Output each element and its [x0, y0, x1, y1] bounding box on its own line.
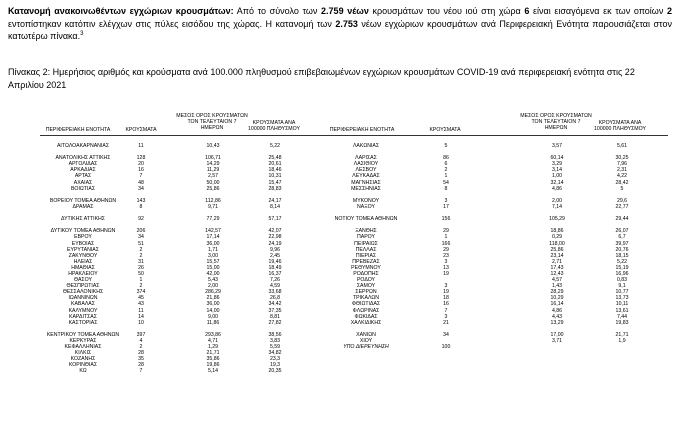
table-cell: 34: [138, 234, 144, 241]
table-cell: ΘΕΣΣΑΛΟΝΙΚΗΣ: [62, 289, 104, 296]
intro-text: είναι εισαγόμενα: [529, 6, 600, 16]
table-cell: 21: [443, 319, 449, 326]
table-cell: 50: [138, 270, 144, 277]
table-cell: 1,00: [551, 173, 563, 180]
table-cell: 16,96: [615, 270, 629, 277]
table-cell: 4,59: [269, 283, 281, 290]
table-cell: 2,00: [551, 197, 563, 204]
table-cell: ΠΙΕΡΙΑΣ: [355, 252, 377, 259]
intro-total-new: 2.759 νέων: [321, 6, 369, 16]
table-cell: 28,42: [615, 179, 629, 186]
table-cell: 2: [139, 283, 143, 290]
table-cell: 25,48: [268, 155, 282, 162]
table-cell: ΡΟΔΟΥ: [356, 277, 376, 284]
table-cell: 143: [136, 197, 146, 204]
table-cell: 50,00: [206, 179, 220, 186]
table-cell: 18,49: [268, 264, 282, 271]
table-cell: 30,25: [615, 155, 629, 162]
table-cell: 13,61: [615, 307, 629, 314]
header-avg7-right: ΜΕΣΟΣ ΟΡΟΣ ΚΡΟΥΣΜΑΤΩΝ ΤΟΝ ΤΕΛΕΥΤΑΙΟΝ 7 ΗΜΕΡΩΝ: [520, 113, 592, 131]
intro-text: Περιφερειακή Ενότητα παρουσιάζεται στον κατωτέρω πίνακα.: [8, 18, 672, 42]
table-cell: 28,83: [268, 185, 282, 192]
table-cell: 29: [443, 228, 449, 235]
table-cell: [607, 368, 637, 374]
table-cell: ΚΑΛΥΜΝΟΥ: [68, 307, 98, 314]
table-cell: 6,7: [618, 234, 626, 241]
table-cell: 27,82: [268, 319, 282, 326]
table-cell: 4,43: [551, 313, 563, 320]
table-cell: 15,57: [206, 258, 220, 265]
table-cell: 100: [441, 344, 451, 351]
table-cell: 3,00: [207, 252, 219, 259]
table-cell: 14,29: [206, 161, 220, 168]
table-cell: 10,43: [206, 143, 220, 149]
table-cell: 14,00: [206, 307, 220, 314]
table-cell: ΤΡΙΚΑΛΩΝ: [352, 295, 380, 302]
table-cell: 19,46: [268, 258, 282, 265]
table-cell: ΛΑΡΙΣΑΣ: [355, 155, 377, 162]
table-cell: 12,43: [550, 270, 564, 277]
table-cell: 10,77: [615, 289, 629, 296]
table-cell: 21,71: [206, 350, 220, 357]
table-cell: 11,86: [206, 319, 220, 326]
intro-text: Από το σύνολο των: [233, 6, 322, 16]
table-cell: 19,86: [206, 362, 220, 369]
table-cell: 9,1: [618, 283, 626, 290]
table-cell: 17,00: [550, 331, 564, 338]
right-cases-column: [434, 143, 458, 375]
table-cell: ΛΕΣΒΟΥ: [355, 167, 377, 174]
table-cell: 86: [443, 155, 449, 162]
table-cell: 18,86: [550, 228, 564, 235]
table-cell: 1: [139, 277, 143, 284]
table-cell: 2: [139, 344, 143, 351]
table-cell: 35,86: [206, 356, 220, 363]
table-cell: 16: [138, 167, 144, 174]
table-cell: 15,00: [206, 264, 220, 271]
table-cell: 54: [443, 179, 449, 186]
table-cell: 8: [139, 203, 143, 210]
intro-title: Κατανομή ανακοινωθέντων εγχώριων κρουσμάτων:: [8, 6, 234, 16]
table-cell: 38,56: [268, 331, 282, 338]
table-cell: 112,86: [205, 197, 221, 204]
table-cell: ΜΕΣΣΗΝΙΑΣ: [351, 185, 381, 192]
table-cell: 77,29: [206, 216, 220, 223]
table-cell: ΝΟΤΙΟΥ ΤΟΜΕΑ ΑΘΗΝΩΝ: [334, 216, 398, 223]
table-cell: 23,3: [269, 356, 281, 363]
table-cell: 14: [138, 313, 144, 320]
table-cell: 26,07: [615, 228, 629, 235]
table-cell: 7,96: [616, 161, 628, 168]
table-cell: 18: [443, 295, 449, 302]
table-cell: 28: [138, 350, 144, 357]
table-cell: 22,77: [615, 203, 629, 210]
table-cell: ΑΡΚΑΔΙΑΣ: [70, 167, 96, 174]
table-caption: Πίνακας 2: Ημερήσιος αριθμός και κρούσματα ανά 100.000 πληθυσμού επιβεβαιωμένων εγχώριων κρουσμάτων COVID-19 ανά περιφερειακή ενότητα στις 22 Απριλίου 2021: [8, 67, 635, 90]
table-cell: 23,14: [550, 252, 564, 259]
table-cell: ΑΧΑΙΑΣ: [73, 179, 93, 186]
right-avg7-column: [540, 143, 574, 375]
intro-imported: 6: [524, 6, 530, 16]
table-cell: ΦΛΩΡΙΝΑΣ: [352, 307, 380, 314]
table-cell: 4: [139, 338, 143, 344]
table-cell: 0,83: [616, 277, 628, 284]
table-cell: 13: [443, 264, 449, 271]
table-cell: [540, 368, 574, 374]
table-cell: 10: [138, 319, 144, 326]
intro-domestic: 2.753: [335, 18, 358, 29]
table-cell: 29: [443, 246, 449, 253]
table-cell: 4,86: [551, 185, 563, 192]
table-cell: 156: [441, 216, 451, 223]
table-cell: ΠΑΡΟΥ: [357, 234, 375, 241]
table-cell: 3,71: [551, 338, 563, 344]
table-cell: 20,35: [268, 368, 282, 375]
table-cell: 5,22: [269, 143, 281, 149]
table-cell: ΗΛΕΙΑΣ: [73, 258, 93, 265]
table-cell: 7: [139, 368, 143, 375]
table-cell: 15,19: [615, 264, 629, 271]
table-cell: 1,43: [551, 283, 563, 290]
table-cell: ΚΕΝΤΡΙΚΟΥ ΤΟΜΕΑ ΑΘΗΝΩΝ: [46, 331, 120, 338]
table-cell: ΚΟΡΙΝΘΙΑΣ: [68, 362, 98, 369]
table-cell: 8: [444, 185, 448, 192]
table-cell: 32,14: [550, 179, 564, 186]
table-cell: 20,76: [615, 246, 629, 253]
table-cell: ΛΕΥΚΑΔΑΣ: [352, 173, 380, 180]
table-cell: 24,19: [268, 240, 282, 247]
table-cell: ΚΟΖΑΝΗΣ: [70, 356, 96, 363]
table-cell: ΛΑΣΙΘΙΟΥ: [353, 161, 379, 168]
table-cell: ΚΑΣΤΟΡΙΑΣ: [68, 319, 98, 326]
table-cell: 0,29: [551, 234, 563, 241]
table-cell: 11: [138, 143, 144, 149]
table-cell: ΘΕΣΠΡΩΤΙΑΣ: [66, 283, 100, 290]
table-cell: ΧΑΛΚΙΔΙΚΗΣ: [350, 319, 382, 326]
table-cell: ΥΠΟ ΔΙΕΡΕΥΝΗΣΗ: [343, 344, 389, 351]
table-cell: 48: [138, 179, 144, 186]
table-cell: 8,81: [269, 313, 281, 320]
table-cell: ΡΟΔΟΠΗΣ: [353, 270, 379, 277]
table-cell: ΜΥΚΟΝΟΥ: [352, 197, 380, 204]
intro-text: εντοπίστηκαν κατόπιν ελέγχων στις πύλες εισόδου της χώρας. Η κατανομή των: [8, 18, 336, 29]
table-cell: [434, 368, 458, 374]
table-cell: ΕΥΡΥΤΑΝΙΑΣ: [67, 246, 99, 253]
table-cell: 15,47: [268, 179, 282, 186]
intro-text: νέων εγχώριων κρουσμάτων ανά: [357, 18, 496, 29]
table-cell: ΙΩΑΝΝΙΝΩΝ: [68, 295, 98, 302]
table-cell: 9,00: [207, 313, 219, 320]
table-cell: 34: [138, 185, 144, 192]
table-cell: ΚΕΡΚΥΡΑΣ: [69, 338, 97, 344]
table-cell: 7,26: [269, 277, 281, 284]
table-cell: 28: [138, 362, 144, 369]
table-cell: 42,07: [268, 228, 282, 235]
table-cell: 21,71: [615, 331, 629, 338]
table-cell: 3,57: [551, 143, 563, 149]
table-cell: 28,29: [550, 289, 564, 296]
table-cell: 13,29: [550, 319, 564, 326]
table-cell: 166: [441, 240, 451, 247]
table-cell: 5: [444, 143, 448, 149]
header-cases-left: ΚΡΟΥΣΜΑΤΑ: [125, 127, 157, 133]
header-cases-right: ΚΡΟΥΣΜΑΤΑ: [429, 127, 461, 133]
table-cell: ΦΩΚΙΔΑΣ: [354, 313, 378, 320]
table-cell: 37,35: [268, 307, 282, 314]
table-cell: ΑΝΑΤΟΛΙΚΗΣ ΑΤΤΙΚΗΣ: [55, 155, 111, 162]
table-cell: 3: [444, 258, 448, 265]
table-cell: 26: [138, 264, 144, 271]
table-cell: ΖΑΚΥΝΘΟΥ: [68, 252, 98, 259]
table-cell: [318, 368, 414, 374]
table-cell: 1,9: [618, 338, 626, 344]
table-cell: ΒΟΡΕΙΟΥ ΤΟΜΕΑ ΑΘΗΝΩΝ: [49, 197, 117, 204]
table-cell: 16,14: [550, 301, 564, 308]
table-cell: ΣΕΡΡΩΝ: [355, 289, 377, 296]
table-cell: 374: [136, 289, 146, 296]
table-cell: 4,22: [616, 173, 628, 180]
header-region-right: ΠΕΡΙΦΕΡΕΙΑΚΗ ΕΝΟΤΗΤΑ: [329, 127, 395, 133]
table-cell: 31: [138, 258, 144, 265]
table-cell: 2,71: [551, 258, 563, 265]
table-cell: 57,17: [268, 216, 282, 223]
table-cell: ΔΥΤΙΚΗΣ ΑΤΤΙΚΗΣ: [61, 216, 105, 223]
table-cell: 60,14: [550, 155, 564, 162]
table-cell: ΧΑΝΙΩΝ: [356, 331, 376, 338]
table-cell: ΑΙΤΩΛΟΑΚΑΡΝΑΝΙΑΣ: [56, 143, 110, 149]
left-region-column: [38, 143, 128, 375]
table-cell: 17: [443, 203, 449, 210]
right-per100k-column: [607, 143, 637, 375]
table-cell: 25,86: [206, 185, 220, 192]
table-cell: 92: [138, 216, 144, 223]
table-cell: 34: [443, 331, 449, 338]
table-cell: 5,61: [616, 143, 628, 149]
table-cell: ΑΡΓΟΛΙΔΑΣ: [68, 161, 98, 168]
table-cell: 3,14: [551, 167, 563, 174]
left-per100k-column: [260, 143, 290, 375]
table-cell: 3: [444, 313, 448, 320]
header-region-left: ΠΕΡΙΦΕΡΕΙΑΚΗ ΕΝΟΤΗΤΑ: [45, 127, 111, 133]
left-cases-column: [126, 143, 156, 375]
table-cell: 22,98: [268, 234, 282, 241]
intro-text: εκ των οποίων: [603, 6, 667, 16]
table-cell: 18,46: [268, 167, 282, 174]
table-cell: 6: [444, 161, 448, 168]
table-cell: 29,6: [616, 197, 628, 204]
table-cell: 35: [138, 356, 144, 363]
table-cell: 2,45: [269, 252, 281, 259]
table-cell: 8,14: [269, 203, 281, 210]
table-cell: 45: [138, 295, 144, 302]
table-cell: 2: [139, 252, 143, 259]
table-cell: ΛΑΚΩΝΙΑΣ: [352, 143, 380, 149]
table-cell: 9,96: [269, 246, 281, 253]
table-cell: 51: [138, 240, 144, 247]
table-cell: 206: [136, 228, 146, 235]
table-cell: 4,71: [207, 338, 219, 344]
table-cell: 7: [139, 173, 143, 180]
table-cell: 17,43: [550, 264, 564, 271]
right-region-column: [318, 143, 414, 375]
table-cell: 19: [443, 270, 449, 277]
table-cell: ΡΕΘΥΜΝΟΥ: [351, 264, 381, 271]
table-cell: 34,42: [268, 301, 282, 308]
table-cell: 142,57: [205, 228, 221, 235]
table-cell: 26,8: [269, 295, 281, 302]
table-cell: 106,71: [205, 155, 221, 162]
table-cell: ΚΙΛΚΙΣ: [74, 350, 92, 357]
table-cell: ΠΡΕΒΕΖΑΣ: [352, 258, 380, 265]
table-cell: 397: [136, 331, 146, 338]
table-cell: 19,3: [269, 362, 281, 369]
table-cell: ΠΕΙΡΑΙΩΣ: [354, 240, 378, 247]
table-cell: 2: [139, 246, 143, 253]
table-cell: 2,00: [207, 283, 219, 290]
table-cell: 20,61: [268, 161, 282, 168]
table-cell: ΣΑΜΟΥ: [356, 283, 376, 290]
table-cell: 3,83: [269, 338, 281, 344]
table-cell: 7,14: [551, 203, 563, 210]
table-cell: 1,71: [207, 246, 219, 253]
table-cell: 7: [444, 307, 448, 314]
table-cell: 5: [620, 185, 624, 192]
left-avg7-column: [196, 143, 230, 375]
table-cell: 2,57: [207, 173, 219, 180]
table-cell: ΑΡΤΑΣ: [74, 173, 92, 180]
table-cell: 3: [444, 197, 448, 204]
table-cell: 29,44: [615, 216, 629, 223]
table-cell: 36,00: [206, 301, 220, 308]
table-cell: ΚΑΒΑΛΑΣ: [71, 301, 95, 308]
footnote-ref: 3: [80, 31, 84, 38]
table-cell: 1,29: [207, 344, 219, 351]
intro-text: κρουσμάτων του νέου ιού στη χώρα: [368, 6, 525, 16]
table-cell: ΗΡΑΚΛΕΙΟΥ: [68, 270, 98, 277]
table-cell: 19,83: [615, 319, 629, 326]
table-cell: 4,57: [551, 277, 563, 284]
table-cell: 5,43: [207, 277, 219, 284]
table-cell: 293,86: [205, 331, 221, 338]
table-cell: ΞΑΝΘΗΣ: [355, 228, 377, 235]
header-per100k-left: ΚΡΟΥΣΜΑΤΑ ΑΝΑ 100000 ΠΛΗΘΥΣΜΟΥ: [248, 120, 300, 132]
table-cell: ΔΥΤΙΚΟΥ ΤΟΜΕΑ ΑΘΗΝΩΝ: [50, 228, 116, 235]
table-cell: 128: [136, 155, 146, 162]
table-cell: 118,00: [549, 240, 565, 247]
table-cell: 286,29: [205, 289, 221, 296]
table-cell: ΒΟΙΩΤΙΑΣ: [70, 185, 96, 192]
table-cell: 5,14: [207, 368, 219, 375]
table-cell: ΠΕΛΛΑΣ: [355, 246, 377, 253]
table-cell: 10,11: [615, 301, 629, 308]
table-cell: 43: [138, 301, 144, 308]
table-cell: 11: [138, 307, 144, 314]
header-per100k-right: ΚΡΟΥΣΜΑΤΑ ΑΝΑ 100000 ΠΛΗΘΥΣΜΟΥ: [594, 120, 646, 132]
table-cell: ΘΑΣΟΥ: [74, 277, 92, 284]
table-cell: 5,22: [616, 258, 628, 265]
table-cell: 42,00: [206, 270, 220, 277]
table-cell: ΝΑΞΟΥ: [357, 203, 375, 210]
intro-gate: 2: [666, 6, 672, 16]
header-avg7-left: ΜΕΣΟΣ ΟΡΟΣ ΚΡΟΥΣΜΑΤΩΝ ΤΟΝ ΤΕΛΕΥΤΑΙΟΝ 7 ΗΜΕΡΩΝ: [176, 113, 248, 131]
header-rule: [40, 135, 668, 136]
table-cell: 16: [443, 301, 449, 308]
table-cell: 23: [443, 252, 449, 259]
table-cell: 33,68: [268, 289, 282, 296]
table-cell: 34,82: [268, 350, 282, 357]
table-cell: ΧΙΟΥ: [359, 338, 373, 344]
table-cell: 24,17: [268, 197, 282, 204]
table-cell: 7,44: [616, 313, 628, 320]
table-cell: 19: [443, 289, 449, 296]
table-cell: 3,29: [551, 161, 563, 168]
table-cell: ΔΡΑΜΑΣ: [72, 203, 94, 210]
table-cell: 5,59: [269, 344, 281, 351]
table-cell: 10,31: [268, 173, 282, 180]
table-cell: 16,37: [268, 270, 282, 277]
table-cell: ΕΒΡΟΥ: [74, 234, 92, 241]
table-cell: 105,29: [549, 216, 565, 223]
table-cell: 10,29: [550, 295, 564, 302]
table-cell: 39,97: [615, 240, 629, 247]
table-cell: ΗΜΑΘΙΑΣ: [71, 264, 95, 271]
table-cell: 20: [138, 161, 144, 168]
table-cell: 21,86: [206, 295, 220, 302]
table-cell: 36,00: [206, 240, 220, 247]
table-cell: 18,15: [615, 252, 629, 259]
table-cell: 1: [444, 173, 448, 180]
table-cell: ΚΕΦΑΛΛΗΝΙΑΣ: [64, 344, 102, 351]
table-cell: 11,29: [206, 167, 220, 174]
table-cell: 13,73: [615, 295, 629, 302]
table-cell: 25,86: [550, 246, 564, 253]
table-cell: 3: [444, 283, 448, 290]
table-cell: 2: [444, 167, 448, 174]
table-cell: ΚΑΡΔΙΤΣΑΣ: [69, 313, 97, 320]
table-cell: 9,71: [207, 203, 219, 210]
table-cell: 4,86: [551, 307, 563, 314]
table-cell: ΕΥΒΟΙΑΣ: [71, 240, 95, 247]
table-cell: 1: [444, 234, 448, 241]
table-cell: 17,14: [206, 234, 220, 241]
table-cell: 2,31: [616, 167, 628, 174]
table-cell: ΦΘΙΩΤΙΔΑΣ: [351, 301, 381, 308]
table-cell: ΜΑΓΝΗΣΙΑΣ: [351, 179, 381, 186]
table-cell: ΚΩ: [79, 368, 87, 375]
